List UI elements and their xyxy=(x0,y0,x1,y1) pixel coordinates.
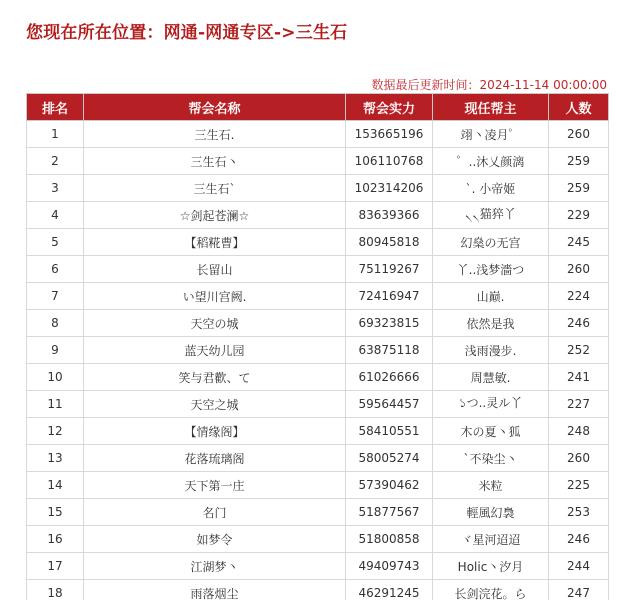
leader-cell: 依然是我 xyxy=(433,310,549,337)
last-updated-text: 数据最后更新时间：2024-11-14 00:00:00 xyxy=(371,78,607,92)
leader-cell: 木の夏丶狐 xyxy=(433,418,549,445)
rank-cell: 4 xyxy=(27,202,84,229)
rank-cell: 11 xyxy=(27,391,84,418)
table-row xyxy=(27,283,609,310)
leader-cell: `. 小帝姬 xyxy=(433,175,549,202)
table-row xyxy=(27,445,609,472)
leader-cell: 周慧敏. xyxy=(433,364,549,391)
member-count-cell: 227 xyxy=(549,391,609,418)
member-count-cell: 252 xyxy=(549,337,609,364)
guild-power-cell: 69323815 xyxy=(346,310,433,337)
guild-name-cell: 如梦令 xyxy=(84,526,346,553)
rank-cell: 2 xyxy=(27,148,84,175)
rank-cell: 18 xyxy=(27,580,84,600)
header-guild-power: 帮会实力 xyxy=(346,94,433,121)
guild-power-cell: 80945818 xyxy=(346,229,433,256)
table-row xyxy=(27,364,609,391)
leader-cell: 浅雨漫步. xyxy=(433,337,549,364)
member-count-cell: 246 xyxy=(549,526,609,553)
table-body xyxy=(27,121,609,600)
member-count-cell: 224 xyxy=(549,283,609,310)
member-count-cell: 259 xyxy=(549,175,609,202)
table-row xyxy=(27,472,609,499)
leader-cell: ゜..沐乂颜漓 xyxy=(433,148,549,175)
table-row xyxy=(27,121,609,148)
guild-power-cell: 49409743 xyxy=(346,553,433,580)
location-breadcrumb: 您现在所在位置：网通-网通专区->三生石 xyxy=(26,23,348,43)
leader-cell: ১つ..灵ル丫 xyxy=(433,391,549,418)
rank-cell: 7 xyxy=(27,283,84,310)
table-row xyxy=(27,148,609,175)
header-member-count: 人数 xyxy=(549,94,609,121)
table-row xyxy=(27,229,609,256)
member-count-cell: 247 xyxy=(549,580,609,600)
guild-name-cell: 江湖梦丶 xyxy=(84,553,346,580)
guild-power-cell: 58410551 xyxy=(346,418,433,445)
leader-cell: 米粒 xyxy=(433,472,549,499)
leader-cell: ヾ星河迢迢 xyxy=(433,526,549,553)
guild-power-cell: 63875118 xyxy=(346,337,433,364)
guild-ranking-table xyxy=(26,93,609,600)
guild-name-cell: 雨落烟尘 xyxy=(84,580,346,600)
guild-name-cell: 天空の城 xyxy=(84,310,346,337)
table-row xyxy=(27,553,609,580)
guild-name-cell: 天下第一庄 xyxy=(84,472,346,499)
guild-name-cell: 蓝天幼儿园 xyxy=(84,337,346,364)
leader-cell: 山巅. xyxy=(433,283,549,310)
member-count-cell: 246 xyxy=(549,310,609,337)
leader-cell: 翊丶凌月゜ xyxy=(433,121,549,148)
table-row xyxy=(27,499,609,526)
guild-name-cell: 【情缘阁】 xyxy=(84,418,346,445)
guild-name-cell: 长留山 xyxy=(84,256,346,283)
guild-power-cell: 106110768 xyxy=(346,148,433,175)
guild-name-cell: 三生石` xyxy=(84,175,346,202)
guild-power-cell: 72416947 xyxy=(346,283,433,310)
member-count-cell: 260 xyxy=(549,121,609,148)
guild-name-cell: い望川宫阙. xyxy=(84,283,346,310)
leader-cell: 丫..浅梦濇つ xyxy=(433,256,549,283)
rank-cell: 17 xyxy=(27,553,84,580)
rank-cell: 5 xyxy=(27,229,84,256)
table-row xyxy=(27,202,609,229)
rank-cell: 8 xyxy=(27,310,84,337)
member-count-cell: 260 xyxy=(549,256,609,283)
guild-name-cell: 三生石. xyxy=(84,121,346,148)
member-count-cell: 253 xyxy=(549,499,609,526)
table-row xyxy=(27,580,609,600)
leader-cell: Holic丶汐月 xyxy=(433,553,549,580)
guild-power-cell: 58005274 xyxy=(346,445,433,472)
guild-name-cell: 名门 xyxy=(84,499,346,526)
table-row xyxy=(27,526,609,553)
guild-name-cell: 天空之城 xyxy=(84,391,346,418)
guild-power-cell: 46291245 xyxy=(346,580,433,600)
member-count-cell: 229 xyxy=(549,202,609,229)
rank-cell: 13 xyxy=(27,445,84,472)
guild-power-cell: 57390462 xyxy=(346,472,433,499)
member-count-cell: 248 xyxy=(549,418,609,445)
table-row xyxy=(27,175,609,202)
guild-name-cell: 【稻糀曹】 xyxy=(84,229,346,256)
member-count-cell: 245 xyxy=(549,229,609,256)
member-count-cell: 259 xyxy=(549,148,609,175)
member-count-cell: 244 xyxy=(549,553,609,580)
guild-power-cell: 75119267 xyxy=(346,256,433,283)
leader-cell: 长剑浣花。ら xyxy=(433,580,549,600)
rank-cell: 10 xyxy=(27,364,84,391)
leader-cell: ৲৲猫猝丫 xyxy=(433,202,549,229)
guild-power-cell: 59564457 xyxy=(346,391,433,418)
rank-cell: 6 xyxy=(27,256,84,283)
guild-power-cell: 51800858 xyxy=(346,526,433,553)
rank-cell: 14 xyxy=(27,472,84,499)
rank-cell: 1 xyxy=(27,121,84,148)
guild-name-cell: 笑与君歡、て xyxy=(84,364,346,391)
table-row xyxy=(27,256,609,283)
rank-cell: 3 xyxy=(27,175,84,202)
header-rank: 排名 xyxy=(27,94,84,121)
member-count-cell: 225 xyxy=(549,472,609,499)
rank-cell: 12 xyxy=(27,418,84,445)
table-row xyxy=(27,337,609,364)
rank-cell: 9 xyxy=(27,337,84,364)
guild-power-cell: 102314206 xyxy=(346,175,433,202)
header-leader: 现任帮主 xyxy=(433,94,549,121)
table-header-row xyxy=(27,94,609,121)
guild-power-cell: 51877567 xyxy=(346,499,433,526)
guild-name-cell: 三生石丶 xyxy=(84,148,346,175)
table-row xyxy=(27,418,609,445)
guild-power-cell: 83639366 xyxy=(346,202,433,229)
guild-power-cell: 61026666 xyxy=(346,364,433,391)
member-count-cell: 241 xyxy=(549,364,609,391)
guild-name-cell: ☆剑起苍澜☆ xyxy=(84,202,346,229)
header-guild-name: 帮会名称 xyxy=(84,94,346,121)
table-row xyxy=(27,310,609,337)
guild-power-cell: 153665196 xyxy=(346,121,433,148)
guild-name-cell: 花落琉璃阁 xyxy=(84,445,346,472)
member-count-cell: 260 xyxy=(549,445,609,472)
leader-cell: 輕風幻裊 xyxy=(433,499,549,526)
leader-cell: `不染尘丶 xyxy=(433,445,549,472)
leader-cell: 幻燊の无宫 xyxy=(433,229,549,256)
rank-cell: 15 xyxy=(27,499,84,526)
table-row xyxy=(27,391,609,418)
rank-cell: 16 xyxy=(27,526,84,553)
